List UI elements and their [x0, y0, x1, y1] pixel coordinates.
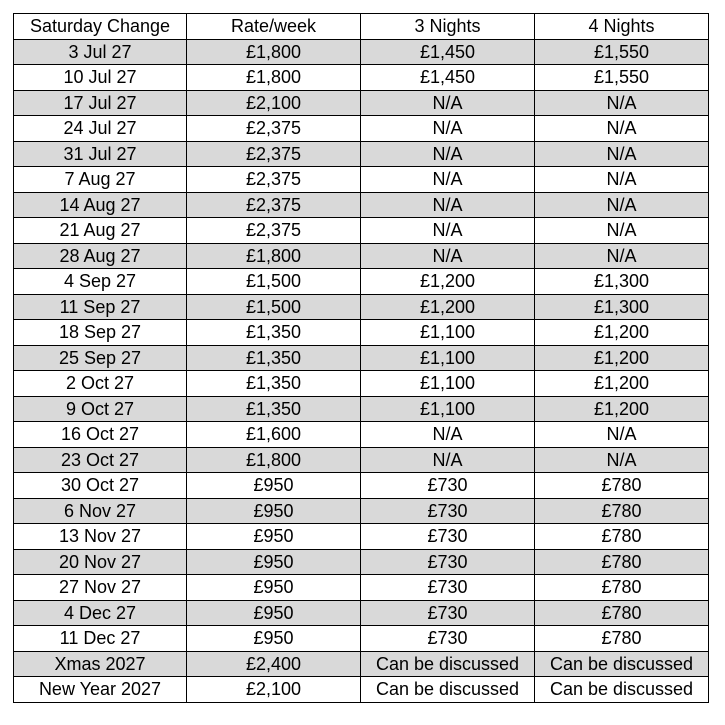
table-row — [14, 141, 709, 167]
saturday-change-cell: 2 Oct 27 — [14, 371, 187, 397]
saturday-change-cell: 14 Aug 27 — [14, 192, 187, 218]
three-nights-cell: £1,200 — [361, 294, 535, 320]
rates-table — [13, 13, 709, 703]
table-row — [14, 549, 709, 575]
rate-week-cell: £950 — [187, 473, 361, 499]
rates-body — [14, 39, 709, 702]
three-nights-cell: £730 — [361, 498, 535, 524]
four-nights-cell: N/A — [535, 192, 709, 218]
four-nights-cell: £1,300 — [535, 269, 709, 295]
three-nights-cell: N/A — [361, 243, 535, 269]
three-nights-cell: £730 — [361, 473, 535, 499]
rate-week-cell: £1,350 — [187, 320, 361, 346]
four-nights-cell: £780 — [535, 524, 709, 550]
table-row — [14, 473, 709, 499]
four-nights-cell: N/A — [535, 167, 709, 193]
header-4-nights: 4 Nights — [535, 14, 709, 40]
three-nights-cell: N/A — [361, 167, 535, 193]
three-nights-cell: £730 — [361, 626, 535, 652]
three-nights-cell: N/A — [361, 447, 535, 473]
saturday-change-cell: 6 Nov 27 — [14, 498, 187, 524]
rate-week-cell: £1,800 — [187, 39, 361, 65]
four-nights-cell: N/A — [535, 422, 709, 448]
three-nights-cell: £1,100 — [361, 371, 535, 397]
table-row — [14, 167, 709, 193]
three-nights-cell: £1,100 — [361, 345, 535, 371]
table-row — [14, 294, 709, 320]
rate-week-cell: £2,375 — [187, 192, 361, 218]
four-nights-cell: N/A — [535, 218, 709, 244]
saturday-change-cell: 4 Sep 27 — [14, 269, 187, 295]
three-nights-cell: Can be discussed — [361, 677, 535, 703]
rate-week-cell: £1,500 — [187, 269, 361, 295]
four-nights-cell: Can be discussed — [535, 651, 709, 677]
four-nights-cell: N/A — [535, 90, 709, 116]
rate-week-cell: £950 — [187, 498, 361, 524]
three-nights-cell: £730 — [361, 549, 535, 575]
rate-week-cell: £1,350 — [187, 345, 361, 371]
rate-week-cell: £1,600 — [187, 422, 361, 448]
saturday-change-cell: 11 Dec 27 — [14, 626, 187, 652]
table-row — [14, 498, 709, 524]
saturday-change-cell: 23 Oct 27 — [14, 447, 187, 473]
table-row — [14, 320, 709, 346]
four-nights-cell: Can be discussed — [535, 677, 709, 703]
four-nights-cell: N/A — [535, 243, 709, 269]
four-nights-cell: N/A — [535, 447, 709, 473]
saturday-change-cell: 17 Jul 27 — [14, 90, 187, 116]
table-row — [14, 65, 709, 91]
table-row — [14, 524, 709, 550]
rate-week-cell: £2,100 — [187, 677, 361, 703]
saturday-change-cell: 13 Nov 27 — [14, 524, 187, 550]
three-nights-cell: N/A — [361, 422, 535, 448]
three-nights-cell: N/A — [361, 141, 535, 167]
rate-week-cell: £1,350 — [187, 371, 361, 397]
table-row — [14, 651, 709, 677]
three-nights-cell: N/A — [361, 192, 535, 218]
saturday-change-cell: 31 Jul 27 — [14, 141, 187, 167]
saturday-change-cell: 3 Jul 27 — [14, 39, 187, 65]
saturday-change-cell: 21 Aug 27 — [14, 218, 187, 244]
four-nights-cell: £780 — [535, 575, 709, 601]
table-row — [14, 396, 709, 422]
table-row — [14, 600, 709, 626]
table-row — [14, 677, 709, 703]
three-nights-cell: Can be discussed — [361, 651, 535, 677]
rate-week-cell: £1,800 — [187, 243, 361, 269]
header-row — [14, 14, 709, 40]
table-row — [14, 192, 709, 218]
four-nights-cell: £780 — [535, 549, 709, 575]
three-nights-cell: £1,100 — [361, 396, 535, 422]
header-saturday-change: Saturday Change — [14, 14, 187, 40]
four-nights-cell: £780 — [535, 473, 709, 499]
saturday-change-cell: 4 Dec 27 — [14, 600, 187, 626]
table-row — [14, 345, 709, 371]
saturday-change-cell: 9 Oct 27 — [14, 396, 187, 422]
table-row — [14, 575, 709, 601]
saturday-change-cell: 24 Jul 27 — [14, 116, 187, 142]
four-nights-cell: £1,200 — [535, 320, 709, 346]
table-row — [14, 269, 709, 295]
three-nights-cell: £1,450 — [361, 39, 535, 65]
rate-week-cell: £2,375 — [187, 141, 361, 167]
saturday-change-cell: 30 Oct 27 — [14, 473, 187, 499]
saturday-change-cell: 16 Oct 27 — [14, 422, 187, 448]
three-nights-cell: N/A — [361, 218, 535, 244]
rate-week-cell: £1,800 — [187, 447, 361, 473]
rate-week-cell: £2,375 — [187, 116, 361, 142]
rate-week-cell: £2,375 — [187, 167, 361, 193]
four-nights-cell: £780 — [535, 600, 709, 626]
rate-week-cell: £1,500 — [187, 294, 361, 320]
table-row — [14, 39, 709, 65]
saturday-change-cell: 7 Aug 27 — [14, 167, 187, 193]
table-row — [14, 243, 709, 269]
table-row — [14, 626, 709, 652]
table-row — [14, 447, 709, 473]
saturday-change-cell: 11 Sep 27 — [14, 294, 187, 320]
three-nights-cell: N/A — [361, 116, 535, 142]
rate-week-cell: £1,350 — [187, 396, 361, 422]
four-nights-cell: £1,300 — [535, 294, 709, 320]
table-row — [14, 218, 709, 244]
saturday-change-cell: 25 Sep 27 — [14, 345, 187, 371]
saturday-change-cell: 20 Nov 27 — [14, 549, 187, 575]
three-nights-cell: £730 — [361, 524, 535, 550]
saturday-change-cell: 27 Nov 27 — [14, 575, 187, 601]
three-nights-cell: £730 — [361, 575, 535, 601]
header-3-nights: 3 Nights — [361, 14, 535, 40]
three-nights-cell: £1,100 — [361, 320, 535, 346]
saturday-change-cell: 18 Sep 27 — [14, 320, 187, 346]
four-nights-cell: £780 — [535, 626, 709, 652]
four-nights-cell: £1,550 — [535, 65, 709, 91]
four-nights-cell: £1,200 — [535, 371, 709, 397]
four-nights-cell: £780 — [535, 498, 709, 524]
four-nights-cell: £1,550 — [535, 39, 709, 65]
three-nights-cell: £1,200 — [361, 269, 535, 295]
saturday-change-cell: Xmas 2027 — [14, 651, 187, 677]
four-nights-cell: N/A — [535, 116, 709, 142]
table-row — [14, 116, 709, 142]
four-nights-cell: £1,200 — [535, 396, 709, 422]
three-nights-cell: N/A — [361, 90, 535, 116]
saturday-change-cell: New Year 2027 — [14, 677, 187, 703]
rate-week-cell: £2,400 — [187, 651, 361, 677]
rate-week-cell: £950 — [187, 626, 361, 652]
saturday-change-cell: 10 Jul 27 — [14, 65, 187, 91]
rate-week-cell: £1,800 — [187, 65, 361, 91]
table-row — [14, 371, 709, 397]
rate-week-cell: £950 — [187, 575, 361, 601]
three-nights-cell: £730 — [361, 600, 535, 626]
header-rate-week: Rate/week — [187, 14, 361, 40]
table-row — [14, 422, 709, 448]
rate-week-cell: £950 — [187, 600, 361, 626]
four-nights-cell: £1,200 — [535, 345, 709, 371]
rate-week-cell: £950 — [187, 524, 361, 550]
three-nights-cell: £1,450 — [361, 65, 535, 91]
saturday-change-cell: 28 Aug 27 — [14, 243, 187, 269]
table-row — [14, 90, 709, 116]
rate-week-cell: £2,375 — [187, 218, 361, 244]
rate-week-cell: £2,100 — [187, 90, 361, 116]
rate-week-cell: £950 — [187, 549, 361, 575]
four-nights-cell: N/A — [535, 141, 709, 167]
